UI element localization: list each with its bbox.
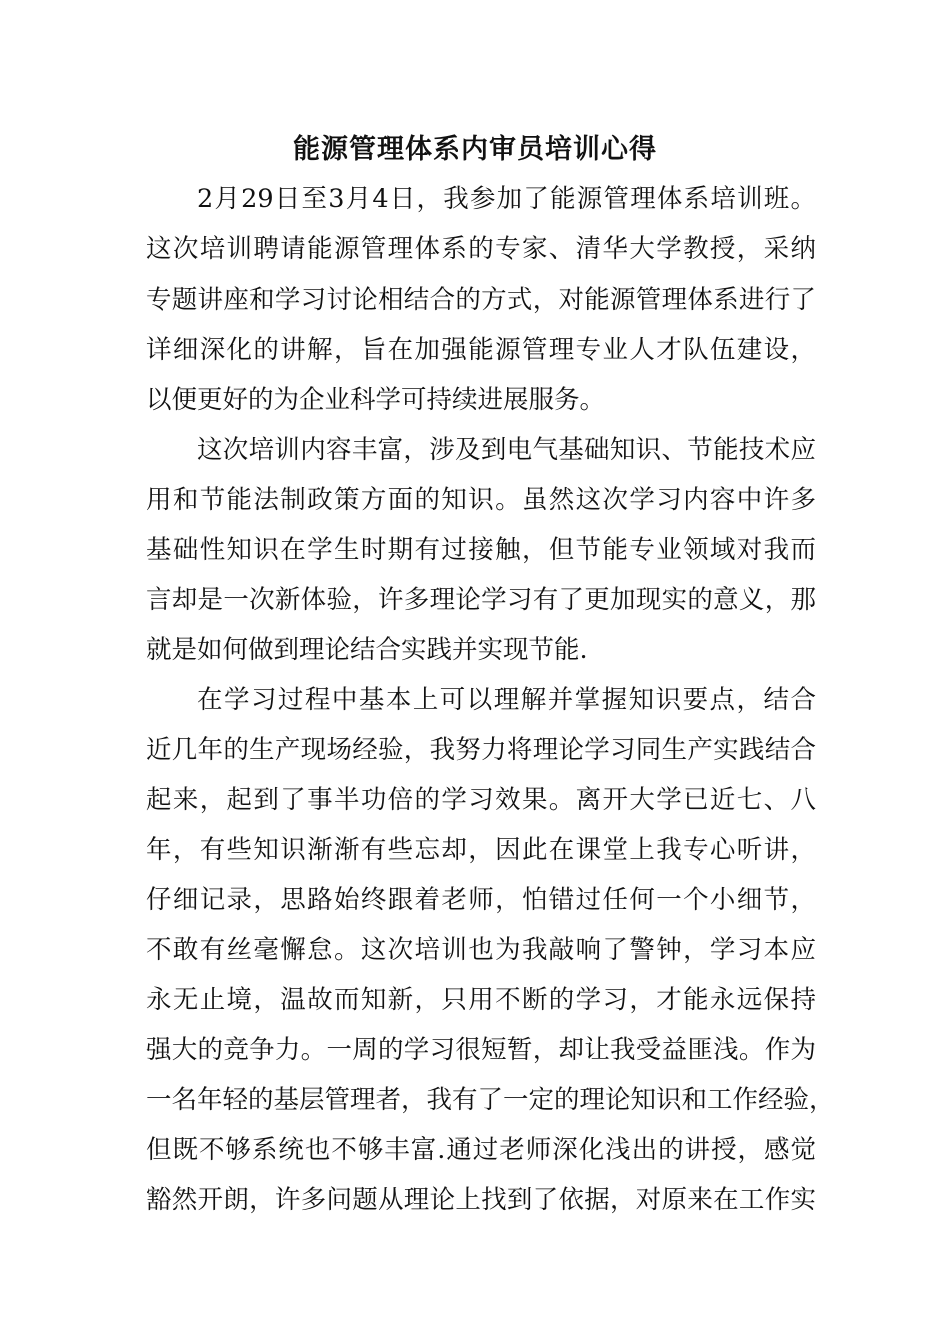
paragraph-2-line-4: 言却是一次新体验，许多理论学习有了更加现实的意义，那 [146,585,816,615]
paragraph-2-line-5: 就是如何做到理论结合实践并实现节能. [146,635,588,665]
paragraph-3-line-7: 永无止境，温故而知新，只用不断的学习，才能永远保持 [146,985,816,1015]
paragraph-3-line-4: 年，有些知识渐渐有些忘却，因此在课堂上我专心听讲， [146,835,816,865]
paragraph-3-line-3: 起来，起到了事半功倍的学习效果。离开大学已近七、八 [146,785,816,815]
paragraph-1-line-5: 以便更好的为企业科学可持续进展服务。 [146,385,606,415]
paragraph-1-line-4: 详细深化的讲解，旨在加强能源管理专业人才队伍建设， [146,335,816,365]
paragraph-1-line-3: 专题讲座和学习讨论相结合的方式，对能源管理体系进行了 [146,285,816,315]
document-title: 能源管理体系内审员培训心得 [293,134,657,165]
paragraph-3-line-1: 在学习过程中基本上可以理解并掌握知识要点，结合 [197,685,816,715]
paragraph-3-line-8: 强大的竞争力。一周的学习很短暂，却让我受益匪浅。作为 [146,1035,816,1065]
paragraph-3-line-6: 不敢有丝毫懈怠。这次培训也为我敲响了警钟，学习本应 [146,935,816,965]
paragraph-1-line-2: 这次培训聘请能源管理体系的专家、清华大学教授，采纳 [146,234,816,264]
paragraph-3-line-9: 一名年轻的基层管理者，我有了一定的理论知识和工作经验， [146,1085,835,1115]
paragraph-2-line-3: 基础性知识在学生时期有过接触，但节能专业领域对我而 [146,535,816,565]
paragraph-1-line-1: 2月29日至3月4日，我参加了能源管理体系培训班。 [197,184,816,214]
paragraph-3-line-10: 但既不够系统也不够丰富.通过老师深化浅出的讲授，感觉 [146,1135,816,1165]
paragraph-3-line-2: 近几年的生产现场经验，我努力将理论学习同生产实践结合 [146,735,816,765]
paragraph-3-line-5: 仔细记录，思路始终跟着老师，怕错过任何一个小细节， [146,885,816,915]
paragraph-3-line-11: 豁然开朗，许多问题从理论上找到了依据，对原来在工作实 [146,1185,816,1215]
paragraph-2-line-2: 用和节能法制政策方面的知识。虽然这次学习内容中许多 [146,485,816,515]
paragraph-2-line-1: 这次培训内容丰富，涉及到电气基础知识、节能技术应 [197,435,816,465]
